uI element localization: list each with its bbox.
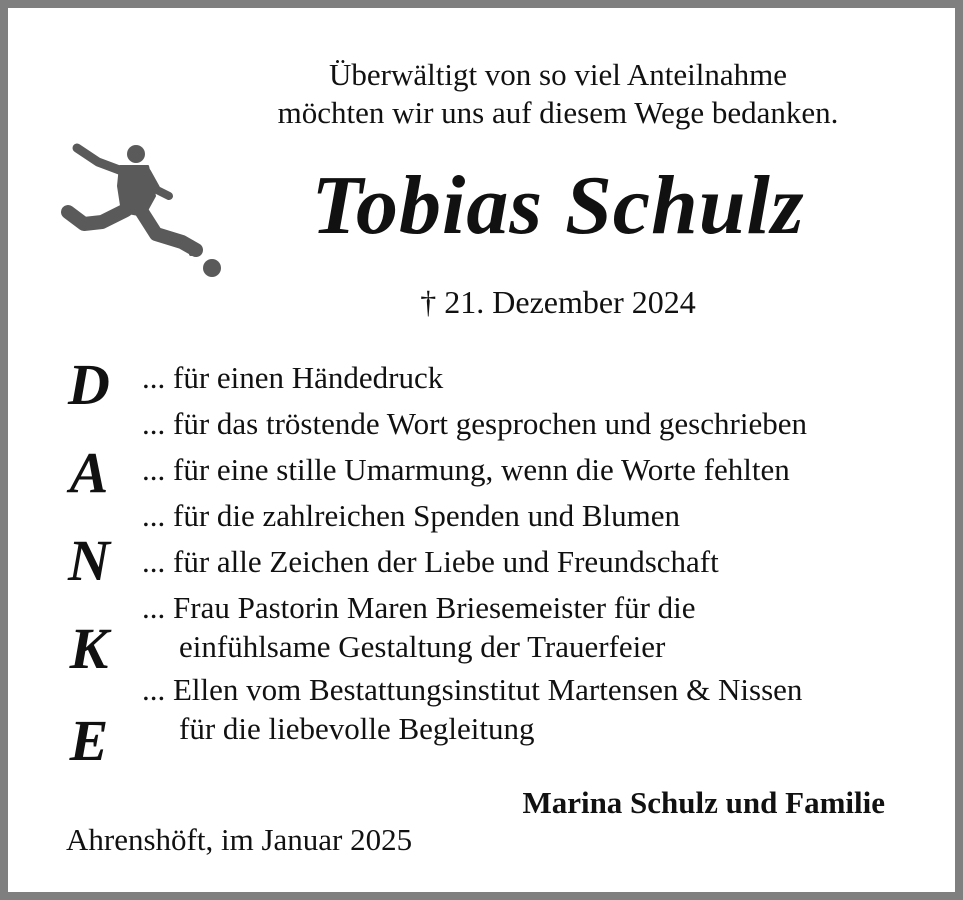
- thanks-item: [142, 670, 932, 748]
- thanks-line: ... Frau Pastorin Maren Briesemeister für die: [142, 590, 696, 625]
- thanks-line: ... für die zahlreichen Spenden und Blumen: [142, 498, 681, 533]
- thanks-line: ... Ellen vom Bestattungsinstitut Martensen & Nissen: [142, 672, 803, 707]
- thanks-item: [142, 447, 932, 493]
- thanks-item: [142, 493, 932, 539]
- intro-text: [198, 56, 918, 132]
- death-date: † 21. Dezember 2024: [420, 284, 696, 320]
- intro-line-1: Überwältigt von so viel Anteilnahme: [328, 57, 788, 92]
- thanks-line-continuation: für die liebevolle Begleitung: [179, 711, 535, 746]
- thanks-list: [142, 355, 932, 752]
- thanks-line-continuation: einfühlsame Gestaltung der Trauerfeier: [179, 629, 666, 664]
- thanks-line: ... für alle Zeichen der Liebe und Freundschaft: [142, 544, 719, 579]
- thanks-line: ... für das tröstende Wort gesprochen und geschrieben: [142, 406, 807, 441]
- thanks-item: [142, 355, 932, 401]
- place-date: Ahrenshöft, im Januar 2025: [66, 822, 413, 857]
- thanks-item: [142, 588, 932, 666]
- danke-letter-k: K: [69, 616, 109, 681]
- danke-letter-a: A: [69, 440, 109, 505]
- thanks-line: ... für eine stille Umarmung, wenn die Worte fehlten: [142, 452, 790, 487]
- intro-line-2: möchten wir uns auf diesem Wege bedanken.: [277, 95, 839, 130]
- thanks-item: [142, 401, 932, 447]
- danke-letter-n: N: [68, 528, 110, 593]
- signature: Marina Schulz und Familie: [522, 785, 885, 820]
- danke-letter-e: E: [69, 708, 109, 773]
- deceased-name: Tobias Schulz: [311, 159, 805, 252]
- danke-letter-d: D: [68, 352, 110, 417]
- thanks-item: [142, 539, 932, 585]
- thanks-line: ... für einen Händedruck: [142, 360, 444, 395]
